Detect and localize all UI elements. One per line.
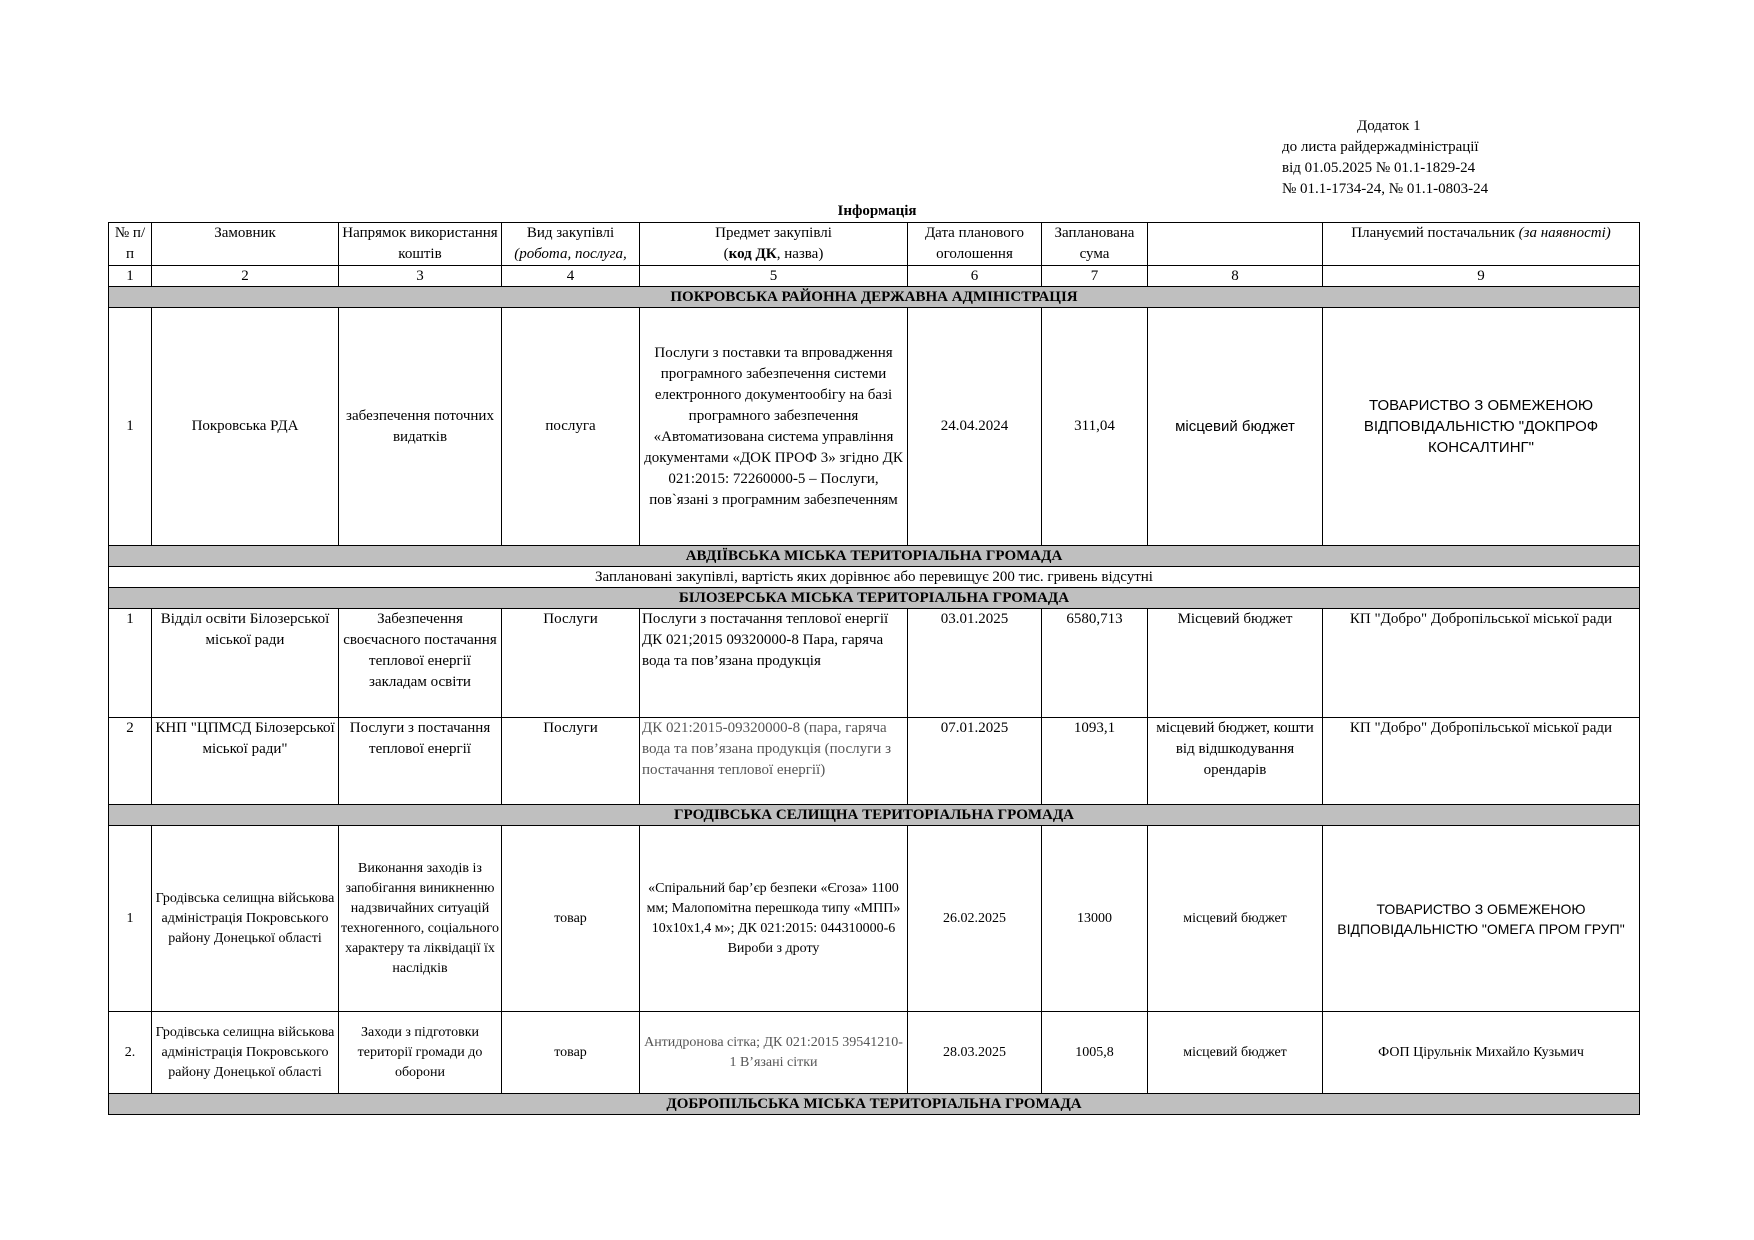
row-subject: Антидронова сітка; ДК 021:2015 39541210-1 В’язані сітки <box>640 1012 908 1094</box>
annex-line-1: Додаток 1 <box>1357 118 1421 134</box>
row-number: 2. <box>109 1012 152 1094</box>
row-subject: «Спіральний бар’єр безпеки «Єгоза» 1100 мм; Малопомітна перешкода типу «МПП» 10х10х1,4 м»; ДК 021:2015: 044310000-6 Вироби з дроту <box>640 826 908 1012</box>
section-row <box>109 1094 1640 1115</box>
section-title: ДОБРОПІЛЬСЬКА МІСЬКА ТЕРИТОРІАЛЬНА ГРОМАДА <box>109 1094 1640 1115</box>
row-source: місцевий бюджет <box>1148 826 1323 1012</box>
row-type: товар <box>502 826 640 1012</box>
row-customer: Гродівська селищна військова адміністрація Покровського району Донецької області <box>152 1012 339 1094</box>
row-supplier: ТОВАРИСТВО З ОБМЕЖЕНОЮ ВІДПОВІДАЛЬНІСТЮ "ОМЕГА ПРОМ ГРУП" <box>1323 826 1640 1012</box>
row-date: 03.01.2025 <box>908 609 1042 718</box>
header-supplier-note: (за наявності) <box>1518 225 1611 241</box>
header-sum: Запланована сума <box>1042 223 1148 266</box>
header-source <box>1148 223 1323 266</box>
col-num: 9 <box>1323 266 1640 287</box>
col-num: 3 <box>339 266 502 287</box>
row-date: 07.01.2025 <box>908 718 1042 805</box>
row-direction: Послуги з постачання теплової енергії <box>339 718 502 805</box>
column-number-row <box>109 266 1640 287</box>
annex-line-2: до листа райдержадміністрації <box>1282 139 1479 155</box>
annex-block <box>1282 116 1488 200</box>
row-source: Місцевий бюджет <box>1148 609 1323 718</box>
header-supplier-main: Плануємий постачальник <box>1351 225 1515 241</box>
row-type: Послуги <box>502 718 640 805</box>
table-row <box>109 308 1640 546</box>
row-customer: Відділ освіти Білозерської міської ради <box>152 609 339 718</box>
section-note-row <box>109 567 1640 588</box>
header-subject-code: код ДК <box>728 246 777 262</box>
row-type: товар <box>502 1012 640 1094</box>
header-subject-paren: ( <box>723 246 729 262</box>
section-title: БІЛОЗЕРСЬКА МІСЬКА ТЕРИТОРІАЛЬНА ГРОМАДА <box>109 588 1640 609</box>
header-supplier <box>1323 223 1640 266</box>
annex-line-3: від 01.05.2025 № 01.1-1829-24 <box>1282 160 1476 176</box>
table-row <box>109 609 1640 718</box>
section-title: ГРОДІВСЬКА СЕЛИЩНА ТЕРИТОРІАЛЬНА ГРОМАДА <box>109 805 1640 826</box>
section-note: Заплановані закупівлі, вартість яких дорівнює або перевищує 200 тис. гривень відсутні <box>109 567 1640 588</box>
header-customer: Замовник <box>152 223 339 266</box>
row-direction: Забезпечення своєчасного постачання теплової енергії закладам освіти <box>339 609 502 718</box>
header-subject <box>640 223 908 266</box>
row-number: 1 <box>109 826 152 1012</box>
header-subject-rest: , назва) <box>776 246 824 262</box>
col-num: 8 <box>1148 266 1323 287</box>
row-sum: 1005,8 <box>1042 1012 1148 1094</box>
procurement-table <box>108 222 1640 1115</box>
col-num: 4 <box>502 266 640 287</box>
row-source: місцевий бюджет, кошти від відшкодування орендарів <box>1148 718 1323 805</box>
row-date: 26.02.2025 <box>908 826 1042 1012</box>
table-row <box>109 718 1640 805</box>
row-supplier: ТОВАРИСТВО З ОБМЕЖЕНОЮ ВІДПОВІДАЛЬНІСТЮ "ДОКПРОФ КОНСАЛТИНГ" <box>1323 308 1640 546</box>
row-type: послуга <box>502 308 640 546</box>
col-num: 2 <box>152 266 339 287</box>
section-title: ПОКРОВСЬКА РАЙОННА ДЕРЖАВНА АДМІНІСТРАЦІЯ <box>109 287 1640 308</box>
row-direction: Заходи з підготовки території громади до оборони <box>339 1012 502 1094</box>
header-direction: Напрямок використання коштів <box>339 223 502 266</box>
row-subject: Послуги з поставки та впровадження програмного забезпечення системи електронного документообігу на базі програмного забезпечення «Автоматизована система управління документами «ДОК ПРОФ 3» згідно ДК 021:2015: 72260000-5 – Послуги, пов`язані з програмним забезпеченням <box>640 308 908 546</box>
header-subject-main: Предмет закупівлі <box>715 225 832 241</box>
section-row <box>109 588 1640 609</box>
row-direction: Виконання заходів із запобігання виникненню надзвичайних ситуацій техногенного, соціального характеру та ліквідації їх наслідків <box>339 826 502 1012</box>
header-type-note: (робота, послуга, <box>514 246 627 262</box>
row-supplier: ФОП Цірульнік Михайло Кузьмич <box>1323 1012 1640 1094</box>
col-num: 1 <box>109 266 152 287</box>
row-source: місцевий бюджет <box>1148 308 1323 546</box>
row-subject: ДК 021:2015-09320000-8 (пара, гаряча вода та пов’язана продукція (послуги з постачання теплової енергії) <box>640 718 908 805</box>
row-customer: Гродівська селищна військова адміністрація Покровського району Донецької області <box>152 826 339 1012</box>
row-direction: забезпечення поточних видатків <box>339 308 502 546</box>
row-number: 2 <box>109 718 152 805</box>
header-type-main: Вид закупівлі <box>526 225 615 241</box>
col-num: 6 <box>908 266 1042 287</box>
col-num: 7 <box>1042 266 1148 287</box>
table-row <box>109 826 1640 1012</box>
row-type: Послуги <box>502 609 640 718</box>
col-num: 5 <box>640 266 908 287</box>
header-number: № п/п <box>109 223 152 266</box>
row-sum: 1093,1 <box>1042 718 1148 805</box>
table-row <box>109 1012 1640 1094</box>
header-type <box>502 223 640 266</box>
row-date: 24.04.2024 <box>908 308 1042 546</box>
row-sum: 311,04 <box>1042 308 1148 546</box>
annex-line-4: № 01.1-1734-24, № 01.1-0803-24 <box>1282 181 1489 197</box>
row-customer: КНП "ЦПМСД Білозерської міської ради" <box>152 718 339 805</box>
row-number: 1 <box>109 609 152 718</box>
row-supplier: КП "Добро" Добропільської міської ради <box>1323 609 1640 718</box>
header-date: Дата планового оголошення <box>908 223 1042 266</box>
row-subject: Послуги з постачання теплової енергії ДК 021;2015 09320000-8 Пара, гаряча вода та пов’язана продукція <box>640 609 908 718</box>
row-number: 1 <box>109 308 152 546</box>
section-row <box>109 546 1640 567</box>
section-row <box>109 805 1640 826</box>
row-sum: 6580,713 <box>1042 609 1148 718</box>
row-customer: Покровська РДА <box>152 308 339 546</box>
row-supplier: КП "Добро" Добропільської міської ради <box>1323 718 1640 805</box>
row-date: 28.03.2025 <box>908 1012 1042 1094</box>
header-row <box>109 223 1640 266</box>
document-title: Інформація <box>837 203 917 219</box>
row-source: місцевий бюджет <box>1148 1012 1323 1094</box>
section-row <box>109 287 1640 308</box>
section-title: АВДІЇВСЬКА МІСЬКА ТЕРИТОРІАЛЬНА ГРОМАДА <box>109 546 1640 567</box>
row-sum: 13000 <box>1042 826 1148 1012</box>
